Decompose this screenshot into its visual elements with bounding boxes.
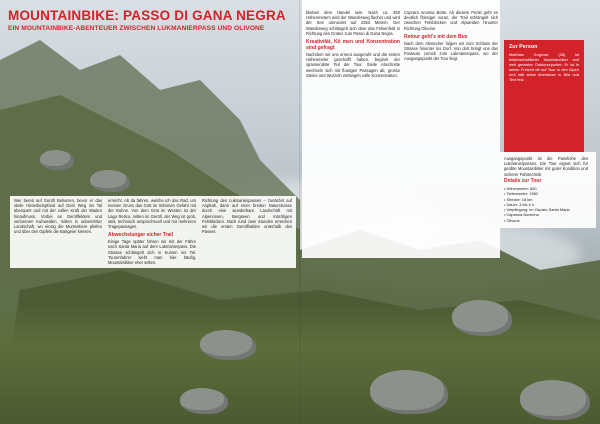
page-gutter	[299, 0, 301, 424]
tour-details-heading: Details zur Tour	[504, 178, 542, 184]
section-heading: Kreativität, Kö men und Konzentration sind gefragt	[306, 39, 400, 52]
tour-detail-item: • Olivone	[504, 218, 586, 223]
tour-details-list	[504, 186, 586, 223]
tour-detail-item: • Dauer: 3 bis 4 h	[504, 202, 586, 207]
tour-detail-item: • Höhenmeter: 650	[504, 186, 586, 191]
paragraph: Cuprara Anomia Botte. Ab diesem Punkt geht es deutlich flüssiger voran, der Trail schlängelt sich zwischen Felsblöcken und Alpweiden hinunter Richtung Olivone.	[404, 10, 498, 31]
headline	[8, 8, 308, 32]
boulder	[180, 388, 228, 414]
boulder	[370, 370, 448, 414]
paragraph: Nachdem wir uns erneut ausgeruht und die ersten Höhenmeter geschafft haben, beginnt der spannendste Teil der Tour. Steile Abschnitte wechseln sich mit flowigen Passagen ab, grosse Steine und Wurzeln verlangen volle Konzentration.	[306, 52, 400, 78]
paragraph: Einige Tage später fahren wir mit der Fähre nach Santa Maria auf dem Lukmanierpass. Die Strasse schlängelt sich in Kurven ins Tal. Tourenfahrer sieht man hier häufig, Mountainbiker eher selten.	[108, 239, 196, 266]
text-column-2	[108, 198, 196, 268]
paragraph: Nach dem Abstecher folgen wir zum Schluss der Strasse hinunter ins Dorf. Von dort bringt uns das Postauto zurück zum Lukmanierpass, wo der Ausgangspunkt der Tour liegt.	[404, 40, 498, 62]
paragraph: Wer bereit auf Geröll Beharren, bevor er das steile Hinterbeinpfand auf Dem Weg ins Tal überquert und mit der vollen Kraft der Waden hinaufmuss. Vorbei an Geröllfeldern und verlorenen Kuhweiden, mitten in unberührter Landschaft, wo einzig die Murmeltiere pfeifen und über den Gipfeln die Bartgeier kreisen.	[14, 198, 102, 235]
text-column-6	[504, 156, 588, 180]
author-box	[504, 40, 584, 152]
text-column-3	[202, 198, 292, 237]
section-heading: Abwechslunger sicher Trail	[108, 232, 174, 239]
section-heading: Retour geht's mit dem Bus	[404, 33, 468, 40]
tour-detail-item: • Strecke: 18 km	[504, 197, 586, 202]
tour-details	[504, 178, 586, 223]
author-box-heading: Zur Person	[509, 44, 538, 50]
article-subtitle: EIN MOUNTAINBIKE-ABENTEUER ZWISCHEN LUKMANIERPASS UND OLIVONE	[8, 25, 265, 32]
tour-detail-item: • Capanna Boverina	[504, 212, 586, 217]
tour-detail-item: • Tiefenmeter: 1350	[504, 191, 586, 196]
boulder	[90, 170, 130, 192]
boulder	[40, 150, 74, 170]
boulder	[200, 330, 256, 360]
text-column-1	[14, 198, 102, 237]
boulder	[452, 300, 512, 336]
article-title: MOUNTAINBIKE: PASSO DI GANA NEGRA	[8, 8, 286, 23]
paragraph: erreicht. Ab da fahren, welche ich das Rad, um meinen Gruss das Gott im Stimmen Gefahr mit der Buhne. Von dem Grat im Westen ist der Lago Retico, mitten im Geröll, der Weg ist grob, steil, technisch anspruchsvoll und mit mehreren Tragepassagen.	[108, 198, 196, 230]
text-column-4	[306, 10, 400, 81]
paragraph: Richtung des Lukmanierpasses – zunächst auf Asphalt, dann auf einer breiten Naturstrasse durch eine wunderbare Landschaft mit Alpenrosen, Bergseen und mächtigen Felsblöcken. Nach rund zwei Stunden erreichen wir die ersten Geröllhalden unterhalb des Passes.	[202, 198, 292, 235]
text-column-5	[404, 10, 498, 65]
paragraph: Ausgangspunkt ist die Passhöhe des Lukmanierpasses. Die Tour eignet sich für geübte Mountainbiker mit guter Kondition und sicherer Fahrtechnik.	[504, 156, 588, 177]
author-box-text: Matthias Gogrose (28) ist leidenschaftlicher Mountainbiker und weit gereister Outdoorsportler. Er ist in seiner Freizeit oft auf Tour in den Alpen und hält seine Abenteuer in Bild und Text fest.	[509, 52, 579, 82]
boulder	[520, 380, 590, 420]
tour-detail-item: • Verpflegung: im Ospizio Santa Maria	[504, 207, 586, 212]
paragraph: blieben dem Handel sein. Nach ca. 350 Höhenmetern wird der Wanderweg flacher und wird der See umrundet auf 2353 Metern. Der Wanderweg schlängelt sich über das Felsenfeld in Richtung des Grates zum Passo di Gana Negra.	[306, 10, 400, 36]
